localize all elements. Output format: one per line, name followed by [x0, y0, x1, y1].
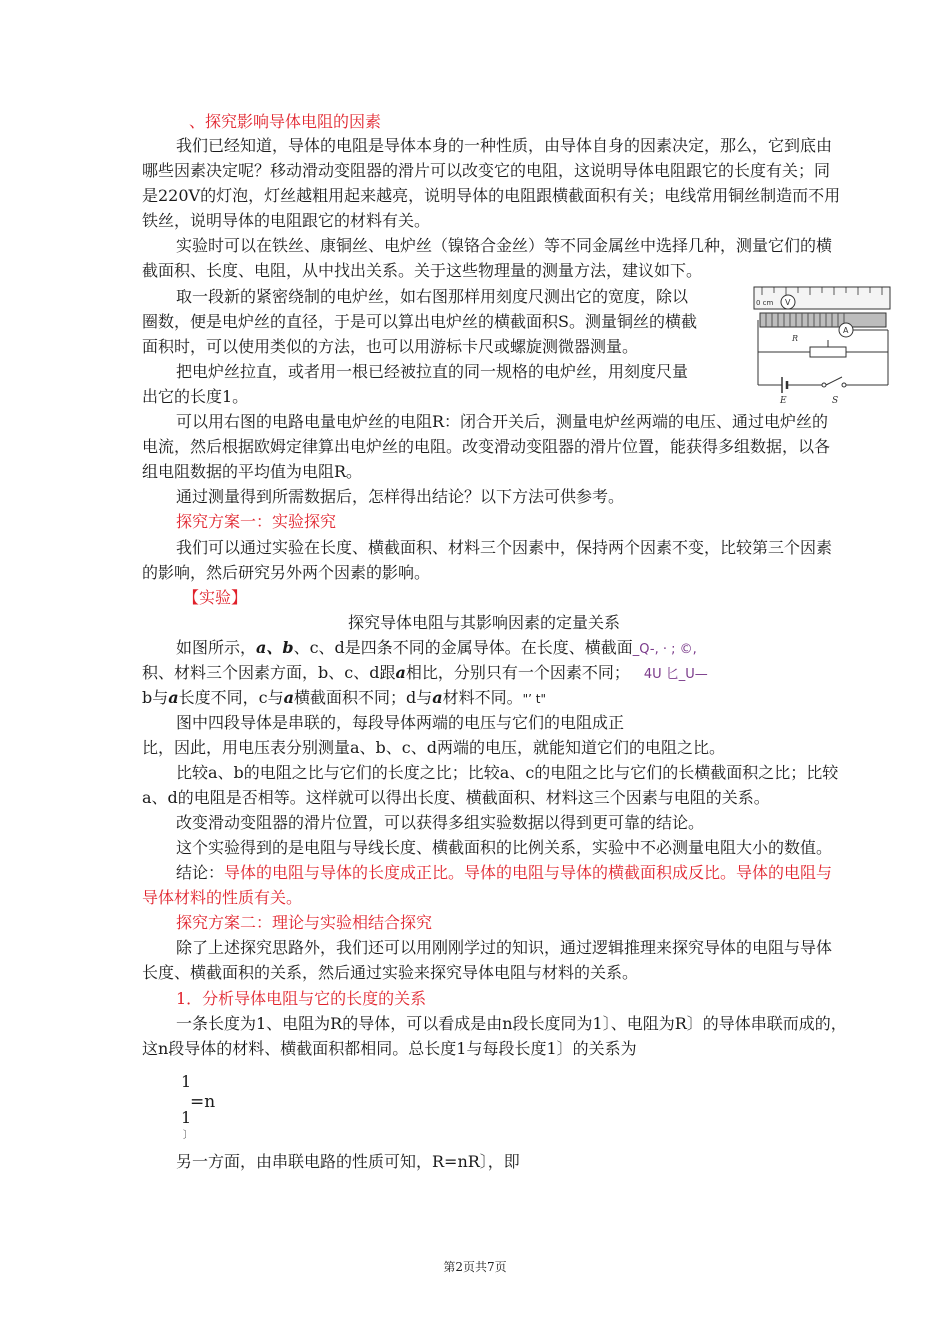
- paragraph-line: 圈数，便是电炉丝的直径，于是可以算出电炉丝的横截面积S。测量铜丝的横截: [142, 312, 697, 331]
- paragraph-line: 截面积、长度、电阻，从中找出关系。关于这些物理量的测量方法，建议如下。: [142, 261, 703, 280]
- svg-text:V: V: [785, 298, 791, 307]
- page-footer: 第2页共7页: [443, 1260, 507, 1274]
- svg-text:A: A: [843, 326, 849, 335]
- paragraph-line: 电流，然后根据欧姆定律算出电炉丝的电阻。改变滑动变阻器的滑片位置，能获得多组数据，以各: [142, 437, 831, 456]
- paragraph-line: 我们可以通过实验在长度、横截面积、材料三个因素中，保持两个因素不变，比较第三个因素: [176, 538, 833, 557]
- formula-numerator: 1: [181, 1072, 192, 1091]
- paragraph-line: 改变滑动变阻器的滑片位置，可以获得多组实验数据以得到更可靠的结论。: [176, 813, 705, 832]
- paragraph-line: 实验时可以在铁丝、康铜丝、电炉丝（镍铬合金丝）等不同金属丝中选择几种，测量它们的横: [176, 236, 833, 255]
- plan1-title: 探究方案一：实验探究: [176, 512, 337, 531]
- svg-text:R: R: [792, 334, 799, 343]
- paragraph-line: 我们已经知道，导体的电阻是导体本身的一种性质，由导体自身的因素决定，那么，它到底由: [176, 136, 833, 155]
- experiment-label: 【实验】: [183, 588, 248, 607]
- paragraph-line: 通过测量得到所需数据后，怎样得出结论？以下方法可供参考。: [176, 487, 625, 506]
- paragraph-line: 出它的长度1。: [142, 387, 249, 406]
- paragraph-line: 除了上述探究思路外，我们还可以用刚刚学过的知识，通过逻辑推理来探究导体的电阻与导体: [176, 938, 833, 957]
- paragraph-line: 如图所示，a、b、c、d是四条不同的金属导体。在长度、横截面_Q-, · ; ©,: [176, 638, 697, 657]
- paragraph-line: 这n段导体的材料、横截面积都相同。总长度1与每段长度1〕的关系为: [142, 1039, 637, 1058]
- paragraph-line: 积、材料三个因素方面，b、c、d跟a相比，分别只有一个因素不同； 4U 匕_U—: [142, 663, 708, 682]
- paragraph-line: 这个实验得到的是电阻与导线长度、横截面积的比例关系，实验中不必测量电阻大小的数值。: [176, 838, 833, 857]
- paragraph-line: 另一方面，由串联电路的性质可知，R=nR〕，即: [176, 1152, 520, 1171]
- ruler-label: 0 cm: [756, 299, 774, 307]
- paragraph-line: 长度、横截面积的关系，然后通过实验来探究导体电阻与材料的关系。: [142, 963, 639, 982]
- formula-subscript: 〕: [183, 1130, 193, 1141]
- section-title: 、探究影响导体电阻的因素: [189, 112, 382, 131]
- paragraph-line: 把电炉丝拉直，或者用一根已经被拉直的同一规格的电炉丝，用刻度尺量: [176, 362, 689, 381]
- paragraph-line: 可以用右图的电路电量电炉丝的电阻R：闭合开关后，测量电炉丝两端的电压、通过电炉丝的: [176, 412, 829, 431]
- paragraph-line: 一条长度为1、电阻为R的导体，可以看成是由n段长度同为1〕、电阻为R〕的导体串联而成的，: [176, 1014, 847, 1033]
- paragraph-line: 取一段新的紧密绕制的电炉丝，如右图那样用刻度尺测出它的宽度，除以: [176, 287, 689, 306]
- paragraph-line: 是220V的灯泡，灯丝越粗用起来越亮，说明导体的电阻跟横截面积有关；电线常用铜丝制造而不用: [142, 186, 841, 205]
- plan2-title: 探究方案二：理论与实验相结合探究: [176, 913, 433, 932]
- conclusion-line: 导体材料的性质有关。: [142, 888, 303, 907]
- formula-equals: =n: [190, 1092, 216, 1112]
- paragraph-line: 组电阻数据的平均值为电阻R。: [142, 462, 363, 481]
- svg-text:E: E: [780, 396, 787, 405]
- paragraph-line: 比，因此，用电压表分别测量a、b、c、d两端的电压，就能知道它们的电阻之比。: [142, 738, 725, 757]
- paragraph-line: 面积时，可以使用类似的方法，也可以用游标卡尺或螺旋测微器测量。: [142, 337, 639, 356]
- svg-text:S: S: [832, 396, 839, 405]
- paragraph-line: 比较a、b的电阻之比与它们的长度之比；比较a、c的电阻之比与它们的长横截面积之比；比较: [176, 763, 839, 782]
- paragraph-line: 哪些因素决定呢？移动滑动变阻器的滑片可以改变它的电阻，这说明导体电阻跟它的长度有关；同: [142, 161, 831, 180]
- experiment-title: 探究导体电阻与其影响因素的定量关系: [348, 613, 621, 632]
- circuit-ruler-figure: [752, 285, 892, 405]
- paragraph-line: 的影响，然后研究另外两个因素的影响。: [142, 563, 431, 582]
- paragraph-line: 图中四段导体是串联的，每段导体两端的电压与它们的电阻成正: [176, 713, 625, 732]
- paragraph-line: 铁丝，说明导体的电阻跟它的材料有关。: [142, 211, 431, 230]
- formula-denominator: 1: [181, 1108, 192, 1127]
- paragraph-line: a、d的电阻是否相等。这样就可以得出长度、横截面积、材料这三个因素与电阻的关系。: [142, 788, 770, 807]
- conclusion-line: 结论：导体的电阻与导体的长度成正比。导体的电阻与导体的横截面积成反比。导体的电阻与: [176, 863, 833, 882]
- paragraph-line: b与a长度不同，c与a横截面积不同；d与a材料不同。"’ t": [142, 688, 546, 707]
- subsection-title: 1．分析导体电阻与它的长度的关系: [176, 989, 427, 1008]
